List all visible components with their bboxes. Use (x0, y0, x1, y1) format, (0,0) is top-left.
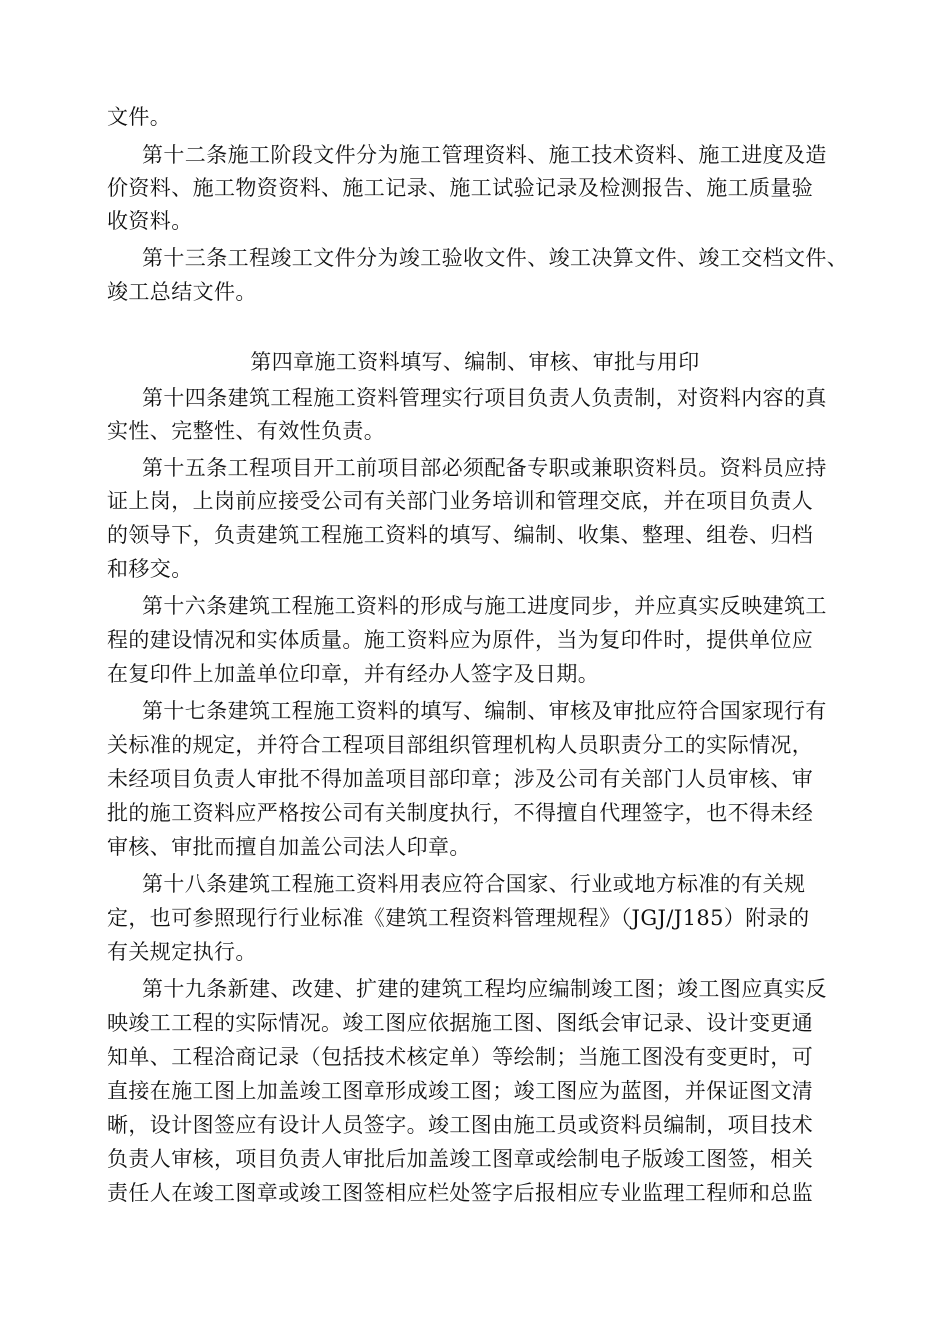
text-line: 未经项目负责人审批不得加盖项目部印章；涉及公司有关部门人员审核、审 (107, 767, 814, 791)
chapter-heading: 第四章施工资料填写、编制、审核、审批与用印 (250, 350, 700, 374)
text-line: 程的建设情况和实体质量。施工资料应为原件，当为复印件时，提供单位应 (107, 628, 814, 652)
text-line: 和移交。 (107, 557, 193, 581)
text-line: 有关规定执行。 (107, 940, 257, 964)
text-line: 关标准的规定，并符合工程项目部组织管理机构人员职责分工的实际情况， (107, 733, 814, 757)
text-line: 第十二条施工阶段文件分为施工管理资料、施工技术资料、施工进度及造 (142, 143, 827, 167)
text-line: 第十三条工程竣工文件分为竣工验收文件、竣工决算文件、竣工交档文件、 (142, 246, 849, 270)
text-line: 批的施工资料应严格按公司有关制度执行，不得擅自代理签字，也不得未经 (107, 801, 814, 825)
text-line: 第十九条新建、改建、扩建的建筑工程均应编制竣工图；竣工图应真实反 (142, 977, 827, 1001)
text-line: 第十六条建筑工程施工资料的形成与施工进度同步，并应真实反映建筑工 (142, 594, 827, 618)
text-line: 在复印件上加盖单位印章，并有经办人签字及日期。 (107, 662, 600, 686)
text-line: 第十七条建筑工程施工资料的填写、编制、审核及审批应符合国家现行有 (142, 699, 827, 723)
text-line: 的领导下，负责建筑工程施工资料的填写、编制、收集、整理、组卷、归档 (107, 523, 814, 547)
text-line: 第十五条工程项目开工前项目部必须配备专职或兼职资料员。资料员应持 (142, 456, 827, 480)
text-line: 晰，设计图签应有设计人员签字。竣工图由施工员或资料员编制，项目技术 (107, 1113, 814, 1137)
text-line: 映竣工工程的实际情况。竣工图应依据施工图、图纸会审记录、设计变更通 (107, 1011, 814, 1035)
text-line: 实性、完整性、有效性负责。 (107, 419, 386, 443)
text-line: 负责人审核，项目负责人审批后加盖竣工图章或绘制电子版竣工图签，相关 (107, 1147, 814, 1171)
text-line: 价资料、施工物资资料、施工记录、施工试验记录及检测报告、施工质量验 (107, 176, 814, 200)
text-line: 收资料。 (107, 209, 193, 233)
text-line: 审核、审批而擅自加盖公司法人印章。 (107, 835, 471, 859)
text-line: 文件。 (107, 105, 172, 129)
text-line: 知单、工程洽商记录（包括技术核定单）等绘制；当施工图没有变更时，可 (107, 1045, 814, 1069)
text-line: 竣工总结文件。 (107, 280, 257, 304)
text-line: 第十八条建筑工程施工资料用表应符合国家、行业或地方标准的有关规 (142, 872, 806, 896)
text-line: 定，也可参照现行行业标准《建筑工程资料管理规程》（JGJ/J185）附录的 (107, 906, 810, 930)
text-line: 第十四条建筑工程施工资料管理实行项目负责人负责制，对资料内容的真 (142, 386, 827, 410)
text-line: 责任人在竣工图章或竣工图签相应栏处签字后报相应专业监理工程师和总监 (107, 1181, 814, 1205)
text-line: 证上岗，上岗前应接受公司有关部门业务培训和管理交底，并在项目负责人 (107, 489, 814, 513)
text-line: 直接在施工图上加盖竣工图章形成竣工图；竣工图应为蓝图，并保证图文清 (107, 1079, 814, 1103)
